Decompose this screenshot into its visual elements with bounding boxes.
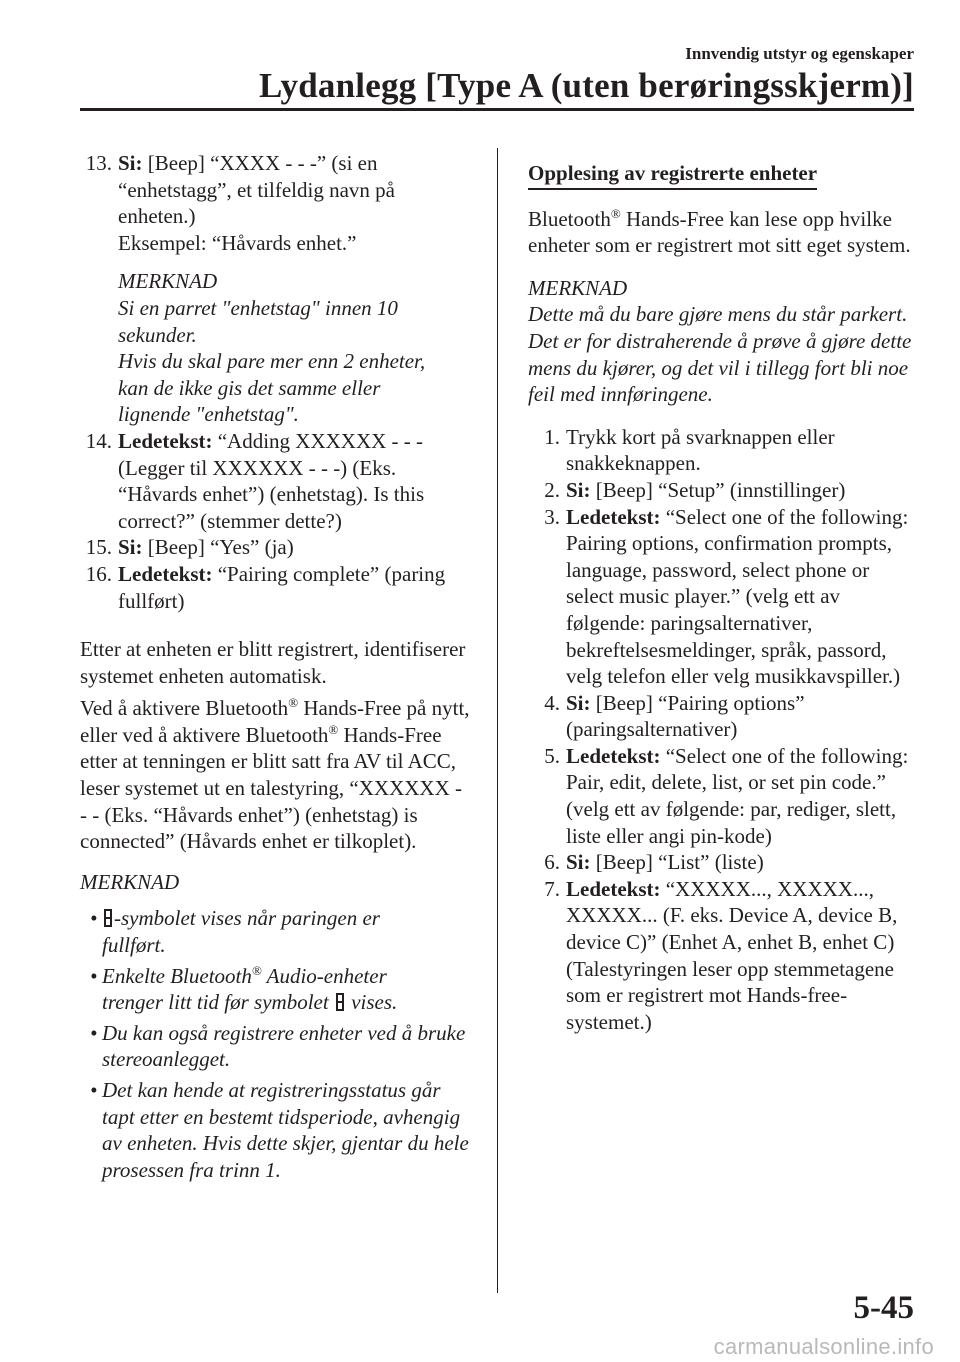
- list-item: 7. Ledetekst: “XXXXX..., XXXXX..., XXXXX... (F. eks. Device A, device B, device C)” (Enhet A, enhet B, enhet C) (Talestyringen leser opp stemmetagene som er registrert mot Hands-free-systemet.): [544, 876, 898, 1034]
- list-item: 3. Ledetekst: “Select one of the following: Pairing options, confirmation prompts, language, password, select phone or select music player.” (velg ett av følgende: paringsalternativer, bekreftelsesmeldinger, språk, passord, velg telefon eller velg musikkavspiller.): [544, 504, 909, 689]
- intro-paragraph: Bluetooth® Hands-Free kan lese opp hvilke enheter som er registrert mot sitt eget system.: [528, 205, 911, 258]
- step-14: 14. Ledetekst: “Adding XXXXXX - - - (Legger til XXXXXX - - -) (Eks. “Håvards enhet”) (enhetstag). Is this correct?” (stemmer dette?): [85, 428, 425, 533]
- note-heading: MERKNAD: [528, 275, 628, 300]
- list-item: 1. Trykk kort på svarknappen eller snakkeknappen.: [544, 424, 835, 476]
- step-16: 16. Ledetekst: “Pairing complete” (paring fullført): [85, 561, 446, 613]
- bluetooth-status-icon: [104, 909, 112, 927]
- step-15: 15. Si: [Beep] “Yes” (ja): [85, 535, 294, 560]
- note-text: Dette må du bare gjøre mens du står parkert. Det er for distraherende å prøve å gjøre dette mens du kjører, og det vil i tillegg fort bli noe feil med innføringene.: [528, 302, 912, 407]
- note-2-heading: MERKNAD: [80, 869, 180, 894]
- note-heading: MERKNAD: [118, 269, 218, 294]
- bullet-4: • Det kan hende at registreringsstatus går tapt etter en bestemt tidsperiode, avhengig av enheten. Hvis dette skjer, gjentar du hele prosessen fra trinn 1.: [90, 1078, 469, 1182]
- list-item: 4. Si: [Beep] “Pairing options” (paringsalternativer): [544, 690, 805, 742]
- page-number: 5-45: [853, 1290, 914, 1326]
- list-item: 6. Si: [Beep] “List” (liste): [544, 850, 764, 875]
- header-section: Innvendig utstyr og egenskaper: [685, 44, 914, 63]
- page-title: Lydanlegg [Type A (uten berøringsskjerm)]: [258, 66, 914, 105]
- bluetooth-status-icon: [336, 993, 344, 1011]
- list-item: 5. Ledetekst: “Select one of the following: Pair, edit, delete, list, or set pin code.” (velg ett av følgende: par, rediger, slett, liste eller angi pin-kode): [544, 743, 909, 848]
- right-column: [528, 150, 918, 1035]
- step-list: [528, 424, 918, 1036]
- watermark: carmanualsonline.info: [713, 1334, 934, 1359]
- bullet-1: • -symbolet vises når paringen er fullført.: [90, 906, 380, 958]
- note-1: MERKNAD Si en parret "enhetstag" innen 10 sekunder. Hvis du skal pare mer enn 2 enheter, kan de ikke gis det samme eller lignende "enhetstag".: [80, 268, 472, 428]
- section-heading: Opplesing av registrerte enheter: [528, 160, 817, 190]
- step-13: 13. Si: [Beep] “XXXX - - -” (si en “enhetstagg”, et tilfeldig navn på enheten.) Eksempel: “Håvards enhet.”: [85, 151, 395, 255]
- left-column: [80, 150, 472, 1183]
- header-rule: [80, 108, 914, 111]
- list-item: 2. Si: [Beep] “Setup” (innstillinger): [544, 477, 846, 502]
- paragraph-activation: Ved å aktivere Bluetooth® Hands-Free på nytt, eller ved å aktivere Bluetooth® Hands-Free etter at tenningen er blitt satt fra AV til ACC, leser systemet ut en talestyring, “XXXXXX - - - (Eks. “Håvards enhet”) (enhetstag) is connected” (Håvards enhet er tilkoplet).: [80, 695, 470, 854]
- paragraph-registered: Etter at enheten er blitt registrert, identifiserer systemet enheten automatisk.: [80, 637, 466, 688]
- bullet-2: • Enkelte Bluetooth® Audio-enheter trenger litt tid før symbolet vises.: [90, 962, 398, 1015]
- column-divider: [497, 148, 498, 1293]
- bullet-3: • Du kan også registrere enheter ved å bruke stereoanlegget.: [90, 1020, 466, 1072]
